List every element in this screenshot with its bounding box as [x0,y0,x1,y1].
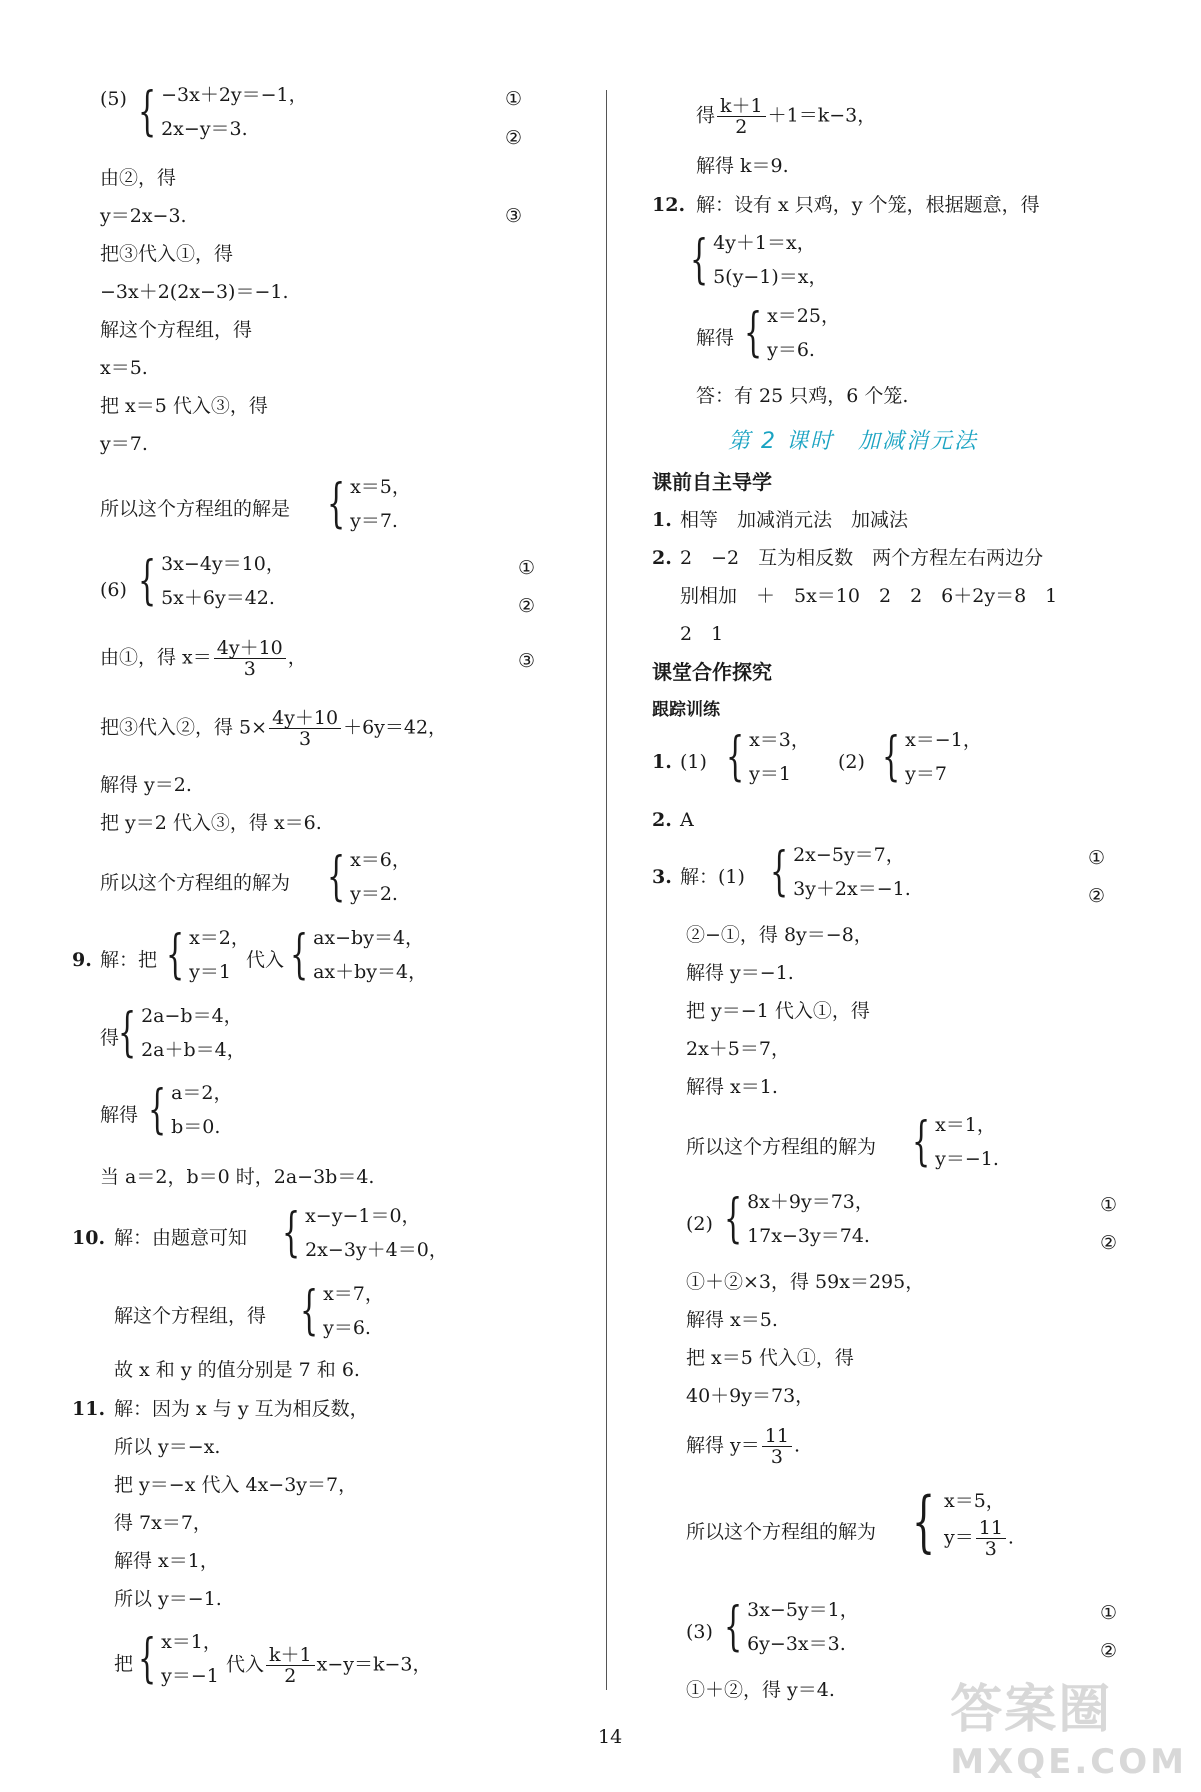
line: 把 x＝5 代入③，得 [100,395,268,417]
line: 别相加 ＋ 5x＝10 2 2 6＋2y＝8 1 [680,585,1058,607]
system: { a＝2， b＝0. [148,1080,233,1140]
circled-1: ① [1088,847,1106,869]
line: 解得 y＝−1. [686,962,794,984]
system: { x＝3， y＝1 [726,727,810,787]
page-number: 14 [598,1726,623,1748]
equation: x＝5， [350,476,411,498]
p6-label: (6) [100,579,127,601]
circled-3: ③ [505,205,523,227]
question-number: 1. [652,751,672,773]
line: 把 y＝2 代入③，得 x＝6. [100,812,322,834]
section-heading: 课前自主导学 [652,470,772,494]
line: (1) [680,751,707,773]
line: 得 [100,1027,120,1049]
line: 相等 加减消元法 加减法 [680,509,909,531]
system: { 4y＋1＝x， 5(y−1)＝x， [690,230,828,290]
line: 所以这个方程组的解为 [100,872,291,894]
line: 所以这个方程组的解是 [100,498,291,520]
line: 把③代入①，得 [100,243,234,265]
line: A [680,809,694,831]
system: { ax−by＝4， ax＋by＝4， [290,925,428,985]
line: y＝2x−3. [100,205,187,227]
line: 解得 [100,1104,139,1126]
line: 解：设有 x 只鸡，y 个笼，根据题意，得 [696,194,1040,216]
line: 把 [114,1653,134,1675]
circled-1: ① [518,557,536,579]
circled-1: ① [505,88,523,110]
equation: y＝2. [350,883,398,905]
line: 由①，得 x＝ $\frac{4y+10}{3}$ ， [100,637,307,680]
line: 所以 y＝−1. [114,1588,222,1610]
line: 把③代入②，得 5× $\frac{4y+10}{3}$ ＋6y＝42， [100,707,448,750]
circled-2: ② [1100,1640,1118,1662]
circled-1: ① [1100,1602,1118,1624]
circled-3: ③ [518,650,536,672]
line: (3) [686,1621,713,1643]
p5-label: (5) [100,88,127,110]
line: 由②，得 [100,167,177,189]
line: ①＋②×3，得 59x＝295， [686,1271,925,1293]
line: 40＋9y＝73， [686,1385,815,1407]
section-title: 第 2 课时 加减消元法 [728,429,978,454]
line: 2 1 [680,623,724,645]
system: { x＝25， y＝6. [744,303,840,363]
line: 故 x 和 y 的值分别是 7 和 6. [114,1359,360,1381]
line: 所以这个方程组的解为 [686,1521,877,1543]
system: { x＝2， y＝1 [166,925,250,985]
line: 解这个方程组，得 [100,319,253,341]
circled-2: ② [1100,1232,1118,1254]
fraction: $\frac{11}{3}$ [762,1426,792,1467]
line: 当 a＝2，b＝0 时，2a−3b＝4. [100,1166,375,1188]
circled-2: ② [1088,885,1106,907]
line: 解：把 [100,949,158,971]
line: 解得 k＝9. [696,155,789,177]
system: { 8x＋9y＝73， 17x−3y＝74. [724,1189,874,1249]
question-number: 12. [652,194,686,216]
line: 把 x＝5 代入①，得 [686,1347,854,1369]
line: ①＋②，得 y＝4. [686,1679,835,1701]
line: ②−①，得 8y＝−8， [686,924,873,946]
p5-system: { −3x＋2y＝−1， 2x−y＝3. [138,78,308,146]
system: { 2x−5y＝7， 3y＋2x＝−1. [770,842,911,902]
line: 得 7x＝7， [114,1512,212,1534]
question-number: 11. [72,1398,106,1420]
system: { x−y−1＝0， 2x−3y＋4＝0， [282,1203,448,1263]
circled-2: ② [518,595,536,617]
p6-system: { 3x−4y＝10， 5x＋6y＝42. [138,547,285,615]
equation: −3x＋2y＝−1， [161,84,308,106]
watermark-logo: 答案圈 MXQE.COM [950,1680,1187,1782]
line: 2 −2 互为相反数 两个方程左右两边分 [680,547,1044,569]
solution-system: { x＝1， y＝−1. [912,1112,999,1172]
sub-heading: 跟踪训练 [652,700,720,720]
line: 解得 x＝5. [686,1309,778,1331]
line: 把 y＝−1 代入①，得 [686,1000,870,1022]
line: y＝7. [100,433,148,455]
line: 得 $\frac{k+1}{2}$ ＋1＝k−3， [696,95,877,138]
line: 解：由题意可知 [114,1227,248,1249]
solution-system: { x＝6， y＝2. [327,843,411,911]
line: 代入 [246,949,285,971]
line: 解：因为 x 与 y 互为相反数， [114,1398,369,1420]
equation: 2x−y＝3. [161,118,248,140]
solution-system: { x＝5， y＝7. [327,470,411,538]
equation: y＝7. [350,510,398,532]
system: { 2a−b＝4， 2a＋b＝4， [118,1003,246,1063]
line: 所以 y＝−x. [114,1436,221,1458]
equation: x＝6， [350,849,411,871]
line: 把 y＝−x 代入 4x−3y＝7， [114,1474,358,1496]
question-number: 2. [652,809,672,831]
solution-system: { x＝5， y＝ $\frac{11}{3}$ . [912,1482,1014,1560]
line: −3x＋2(2x−3)＝−1. [100,281,289,303]
system: { x＝−1， y＝7 [882,727,982,787]
line: x＝5. [100,357,148,379]
section-heading: 课堂合作探究 [652,660,772,684]
line: 所以这个方程组的解为 [686,1136,877,1158]
fraction: $\frac{11}{3}$ [976,1518,1006,1559]
equation: 3x−4y＝10， [161,553,285,575]
fraction: $\frac{4y+10}{3}$ [214,638,286,679]
line: 解这个方程组，得 [114,1305,267,1327]
question-number: 9. [72,949,92,971]
fraction: $\frac{4y+10}{3}$ [269,708,341,749]
circled-2: ② [505,127,523,149]
line: (2) [686,1213,713,1235]
line: 解得 [696,327,735,349]
fraction: $\frac{k+1}{2}$ [266,1645,315,1686]
system: { x＝1， y＝−1 [138,1629,222,1689]
question-number: 3. [652,866,672,888]
line: 解得 x＝1. [686,1076,778,1098]
question-number: 1. [652,509,672,531]
line: (2) [838,751,865,773]
line: 答：有 25 只鸡，6 个笼. [696,385,909,407]
fraction: $\frac{k+1}{2}$ [717,96,766,137]
equation: 5x＋6y＝42. [161,587,275,609]
line: 代入 $\frac{k+1}{2}$ x−y＝k−3， [226,1644,432,1687]
question-number: 2. [652,547,672,569]
circled-1: ① [1100,1194,1118,1216]
line: 解得 y＝2. [100,774,192,796]
line: 解：(1) [680,866,745,888]
question-number: 10. [72,1227,106,1249]
system: { x＝7， y＝6. [300,1281,384,1341]
column-divider [606,90,607,1690]
line: 解得 y＝ $\frac{11}{3}$ . [686,1425,801,1468]
line: 解得 x＝1， [114,1550,219,1572]
system: { 3x−5y＝1， 6y−3x＝3. [724,1597,859,1657]
line: 2x＋5＝7， [686,1038,790,1060]
